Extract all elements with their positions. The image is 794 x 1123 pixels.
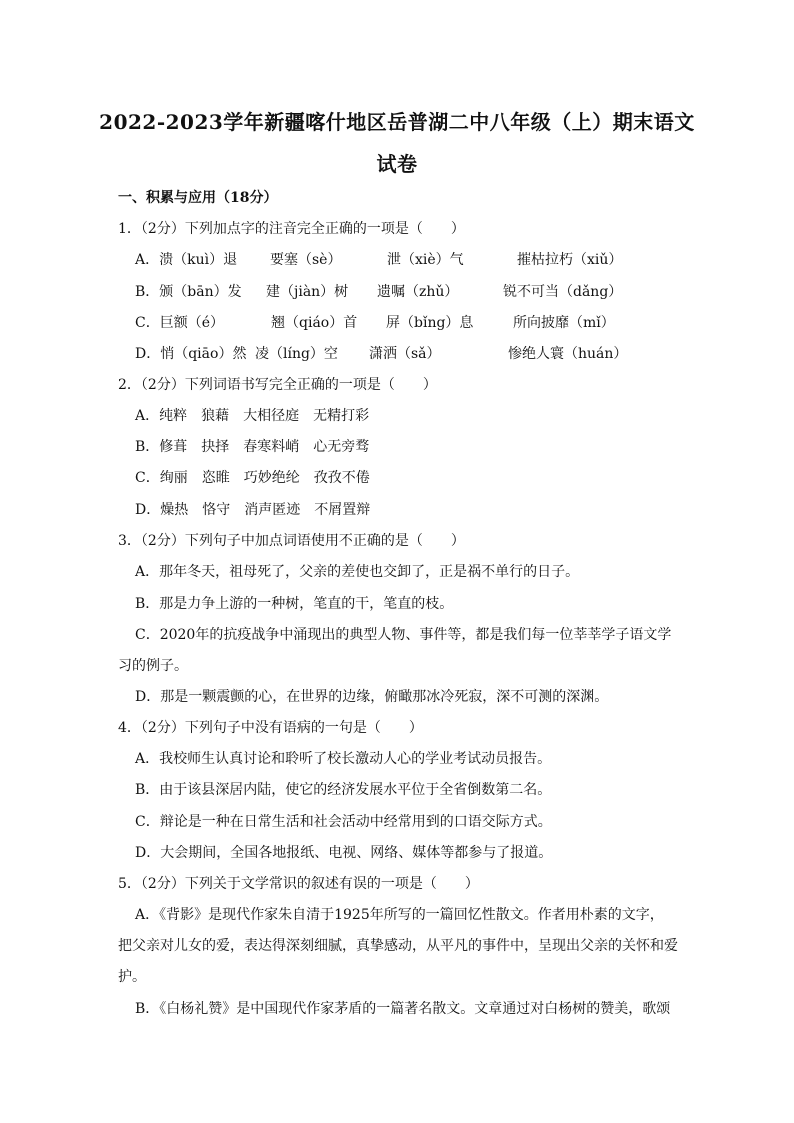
question-4-option-a: A．我校师生认真讨论和聆听了校长激动人心的学业考试动员报告。: [135, 751, 552, 767]
question-2-option-c: C．绚丽 恣睢 巧妙绝纶 孜孜不倦: [135, 470, 370, 486]
question-3-option-d: D．那是一颗震颤的心，在世界的边缘，俯瞰那冰冷死寂，深不可测的深渊。: [135, 689, 609, 705]
question-4-stem: 4．（2分）下列句子中没有语病的一句是（ ）: [118, 720, 423, 736]
question-4-option-b: B．由于该县深居内陆，使它的经济发展水平位于全省倒数第二名。: [135, 782, 552, 798]
exam-title-line1: 2022-2023学年新疆喀什地区岳普湖二中八年级（上）期末语文: [99, 110, 695, 134]
question-2-stem: 2．（2分）下列词语书写完全正确的一项是（ ）: [118, 377, 437, 393]
question-4-option-c: C．辩论是一种在日常生活和社会活动中经常用到的口语交际方式。: [135, 814, 552, 830]
section-heading: 一、积累与应用（18分）: [118, 190, 278, 206]
question-2-option-d: D．燥热 恪守 消声匿迹 不屑置辩: [135, 502, 371, 518]
question-3-stem: 3．（2分）下列句子中加点词语使用不正确的是（ ）: [118, 533, 465, 549]
exam-page: 2022-2023学年新疆喀什地区岳普湖二中八年级（上）期末语文 试卷 一、积累与应用（18分） 1．（2分）下列加点字的注音完全正确的一项是（ ） A．溃（kuì）退 要塞（sè） 泄（xiè）气 摧枯拉朽（xiǔ） B．颁（bān）发 建（jiàn）树 遗嘱（zhǔ） 锐不可当（dǎng） C．巨额（é） 翘（qiáo）首 屏（bǐng）息 所向披靡（mǐ） D．悄（qiāo）然 凌（líng）空 潇洒（sǎ） 惨绝人寰（huán） 2．（2分）下列词语书写完全正确的一项是（ ） A．纯粹 狼藉 大相径庭 无精打彩 B．修葺 抉择 春寒料峭 心无旁骛 C．绚丽 恣睢 巧妙绝纶 孜孜不倦 D．燥热 恪守 消声匿迹 不屑置辩 3．（2分）下列句子中加点词语使用不正确的是（ ） A．那年冬天，祖母死了，父亲的差使也交卸了，正是祸不单行的日子。 B．那是力争上游的一种树，笔直的干，笔直的枝。 C．2020年的抗疫战争中涌现出的典型人物、事件等，都是我们每一位莘莘学子语文学 习的例子。 D．那是一颗震颤的心，在世界的边缘，俯瞰那冰冷死寂，深不可测的深渊。 4．（2分）下列句子中没有语病的一句是（ ） A．我校师生认真讨论和聆听了校长激动人心的学业考试动员报告。 B．由于该县深居内陆，使它的经济发展水平位于全省倒数第二名。 C．辩论是一种在日常生活和社会活动中经常用到的口语交际方式。 D．大会期间，全国各地报纸、电视、网络、媒体等都参与了报道。 5．（2分）下列关于文学常识的叙述有误的一项是（ ） A．《背影》是现代作家朱自清于1925年所写的一篇回忆性散文。作者用朴素的文字， 把父亲对儿女的爱，表达得深刻细腻，真挚感动，从平凡的事件中，呈现出父亲的关怀和爱 护。 B．《白杨礼赞》是中国现代作家茅盾的一篇著名散文。文章通过对白杨树的赞美，歌颂: [0, 0, 794, 1123]
exam-title-line2: 试卷: [376, 152, 418, 176]
question-5-option-a: A．《背影》是现代作家朱自清于1925年所写的一篇回忆性散文。作者用朴素的文字，: [135, 907, 664, 923]
question-2-option-a: A．纯粹 狼藉 大相径庭 无精打彩: [135, 408, 370, 424]
question-3-option-c: C．2020年的抗疫战争中涌现出的典型人物、事件等，都是我们每一位莘莘学子语文学: [135, 627, 672, 643]
question-3-option-b: B．那是力争上游的一种树，笔直的干，笔直的枝。: [135, 596, 454, 612]
question-4-option-d: D．大会期间，全国各地报纸、电视、网络、媒体等都参与了报道。: [135, 845, 553, 861]
question-3-option-c-continued: 习的例子。: [118, 658, 188, 674]
question-5-option-a-continued: 把父亲对儿女的爱，表达得深刻细腻，真挚感动，从平凡的事件中，呈现出父亲的关怀和爱: [118, 938, 678, 954]
question-2-option-b: B．修葺 抉择 春寒料峭 心无旁骛: [135, 439, 370, 455]
question-3-option-a: A．那年冬天，祖母死了，父亲的差使也交卸了，正是祸不单行的日子。: [135, 564, 580, 580]
question-5-stem: 5．（2分）下列关于文学常识的叙述有误的一项是（ ）: [118, 876, 479, 892]
question-1-stem: 1．（2分）下列加点字的注音完全正确的一项是（ ）: [118, 221, 465, 237]
question-5-option-b: B．《白杨礼赞》是中国现代作家茅盾的一篇著名散文。文章通过对白杨树的赞美，歌颂: [135, 1001, 671, 1017]
question-5-option-a-continued-2: 护。: [118, 969, 146, 985]
